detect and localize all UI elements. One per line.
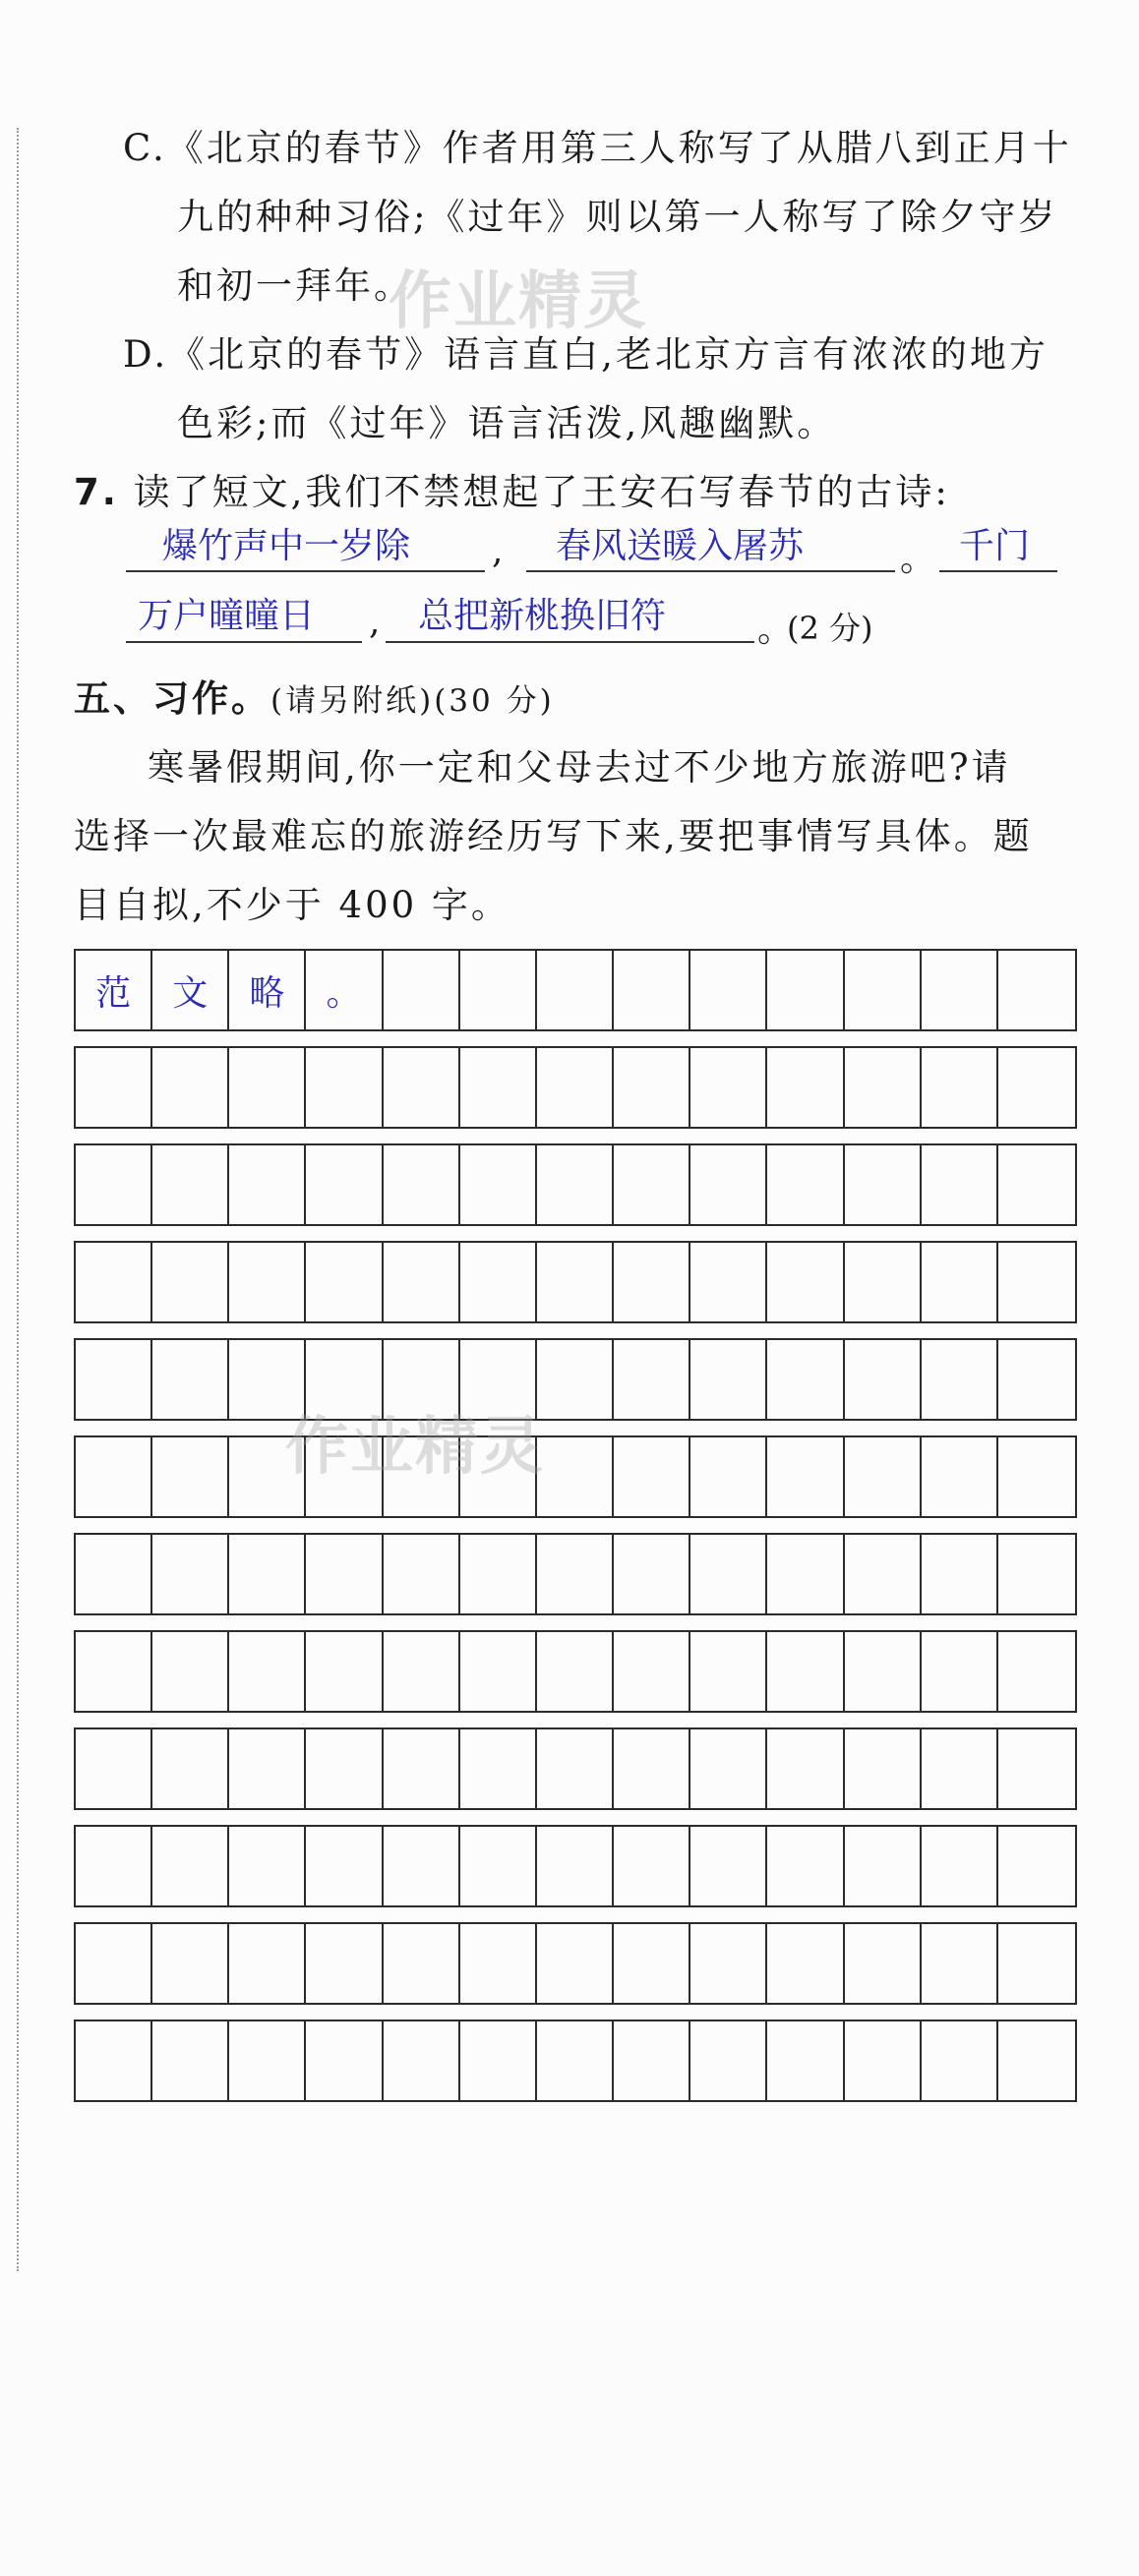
option-c-line-1: C.《北京的春节》作者用第三人称写了从腊八到正月十 [123,127,1072,169]
grid-cell[interactable] [922,1243,998,1321]
grid-cell[interactable] [76,2021,152,2100]
grid-cell[interactable] [998,1243,1075,1321]
grid-cell[interactable] [537,2021,614,2100]
section-5-heading-line [74,669,555,722]
grid-cell[interactable] [460,1827,537,1905]
grid-cell[interactable] [690,1632,767,1711]
grid-cell[interactable] [998,1535,1075,1613]
grid-cell[interactable] [306,1535,383,1613]
grid-cell[interactable] [537,1243,614,1321]
grid-cell[interactable] [537,951,614,1029]
grid-cell[interactable] [306,1827,383,1905]
grid-cell[interactable] [537,1048,614,1127]
essay-prompt-line-3: 目自拟,不少于 400 字。 [74,884,510,926]
grid-cell[interactable] [152,1632,229,1711]
grid-cell[interactable] [614,1924,690,2003]
answer-3: 千门 [959,526,1031,566]
grid-cell[interactable] [767,1340,844,1419]
grid-cell[interactable] [922,1340,998,1419]
grid-cell[interactable] [537,1632,614,1711]
grid-row [74,1727,1077,1810]
grid-cell[interactable] [460,951,537,1029]
grid-cell[interactable] [229,1632,306,1711]
grid-cell[interactable] [537,1729,614,1808]
grid-cell[interactable] [922,1535,998,1613]
grid-cell[interactable] [767,951,844,1029]
grid-cell[interactable] [460,1632,537,1711]
grid-cell[interactable] [922,1924,998,2003]
grid-cell[interactable] [229,1729,306,1808]
grid-cell[interactable] [76,1729,152,1808]
grid-cell[interactable] [306,1729,383,1808]
grid-cell[interactable] [76,1340,152,1419]
grid-cell[interactable] [998,1632,1075,1711]
grid-cell[interactable] [152,1048,229,1127]
grid-cell[interactable] [460,1535,537,1613]
grid-cell[interactable] [306,1048,383,1127]
option-d-line-2: 色彩;而《过年》语言活泼,风趣幽默。 [177,402,837,444]
grid-cell[interactable] [537,1340,614,1419]
grid-cell[interactable] [384,1243,460,1321]
grid-row [74,1143,1077,1226]
option-c-line-2: 九的种种习俗;《过年》则以第一人称写了除夕守岁 [177,196,1058,238]
grid-row [74,1338,1077,1421]
grid-cell[interactable] [998,1827,1075,1905]
grid-cell[interactable] [998,1924,1075,2003]
grid-cell[interactable] [845,1535,922,1613]
grid-cell[interactable] [767,1437,844,1516]
grid-cell[interactable] [998,2021,1075,2100]
question-prompt: 读了短文,我们不禁想起了王安石写春节的古诗: [133,471,950,513]
grid-row [74,1825,1077,1907]
grid-cell[interactable] [845,1632,922,1711]
grid-row [74,1241,1077,1323]
grid-cell[interactable] [922,1437,998,1516]
grid-cell[interactable] [998,1048,1075,1127]
grid-cell[interactable] [460,1243,537,1321]
grid-cell[interactable] [537,1437,614,1516]
grid-cell[interactable] [152,1340,229,1419]
grid-cell[interactable] [76,1048,152,1127]
grid-cell[interactable] [922,1048,998,1127]
answer-2: 春风送暖入屠苏 [556,526,805,566]
grid-cell[interactable] [614,1145,690,1224]
grid-cell[interactable] [845,1729,922,1808]
grid-cell[interactable] [229,1827,306,1905]
grid-cell[interactable] [845,1827,922,1905]
grid-cell[interactable] [152,1827,229,1905]
grid-cell[interactable] [845,1243,922,1321]
grid-cell[interactable] [767,1535,844,1613]
grid-row [74,1922,1077,2005]
grid-cell[interactable] [76,1535,152,1613]
grid-cell[interactable] [537,1827,614,1905]
grid-cell[interactable] [922,2021,998,2100]
grid-cell[interactable]: 文 [152,951,229,1029]
grid-cell[interactable] [152,1535,229,1613]
grid-cell[interactable] [152,1729,229,1808]
grid-cell[interactable] [306,1243,383,1321]
grid-cell[interactable] [922,1145,998,1224]
grid-cell[interactable] [845,1924,922,2003]
grid-cell[interactable] [690,2021,767,2100]
grid-cell[interactable] [614,1827,690,1905]
grid-cell[interactable] [384,1048,460,1127]
grid-cell[interactable] [690,1243,767,1321]
grid-cell[interactable] [306,1632,383,1711]
grid-cell[interactable] [614,1243,690,1321]
grid-cell[interactable] [384,1535,460,1613]
grid-cell[interactable] [460,1729,537,1808]
grid-cell[interactable] [690,1048,767,1127]
essay-prompt-line-2: 选择一次最难忘的旅游经历写下来,要把事情写具体。题 [74,815,1033,857]
section-heading: 五、习作。 [74,677,270,720]
period-2: 。 [757,610,794,650]
answer-4: 万户曈曈日 [138,596,316,636]
grid-cell[interactable] [152,1145,229,1224]
grid-cell[interactable] [384,2021,460,2100]
grid-cell[interactable] [998,1729,1075,1808]
grid-cell[interactable] [922,1827,998,1905]
section-note: (请另附纸)(30 分) [270,683,555,719]
answer-1: 爆竹声中一岁除 [162,526,411,566]
grid-cell[interactable] [767,1924,844,2003]
grid-cell[interactable] [845,951,922,1029]
grid-cell[interactable] [690,1827,767,1905]
question-number: 7. [74,471,119,513]
grid-row [74,1630,1077,1713]
watermark-top: 作业精灵 [389,265,648,338]
grid-cell[interactable] [537,1924,614,2003]
grid-cell[interactable] [229,1924,306,2003]
grid-cell[interactable] [229,1048,306,1127]
grid-cell[interactable] [537,1145,614,1224]
grid-cell[interactable] [384,1924,460,2003]
grid-cell[interactable] [460,2021,537,2100]
grid-cell[interactable] [614,1437,690,1516]
grid-cell[interactable] [690,1340,767,1419]
grid-cell[interactable] [229,1535,306,1613]
grid-cell[interactable] [384,1827,460,1905]
grid-cell[interactable]: 。 [306,951,383,1029]
grid-cell[interactable] [690,1535,767,1613]
comma-1: , [492,531,504,571]
grid-cell[interactable] [229,1145,306,1224]
grid-cell[interactable] [306,2021,383,2100]
grid-cell[interactable] [614,1632,690,1711]
grid-cell[interactable] [845,1145,922,1224]
grid-cell[interactable] [384,951,460,1029]
grid-cell[interactable] [998,1145,1075,1224]
essay-writing-grid[interactable] [74,949,1077,2117]
question-7-line [74,462,950,515]
grid-cell[interactable] [614,951,690,1029]
grid-cell[interactable] [690,1437,767,1516]
grid-cell[interactable] [152,1243,229,1321]
grid-cell[interactable] [690,951,767,1029]
period-1: 。 [900,539,936,579]
grid-cell[interactable] [614,2021,690,2100]
grid-row [74,2020,1077,2102]
grid-cell[interactable] [767,1243,844,1321]
grid-cell[interactable] [998,951,1075,1029]
grid-cell[interactable] [614,1048,690,1127]
grid-cell[interactable] [384,1729,460,1808]
score-q7: (2 分) [787,610,873,647]
grid-row [74,949,1077,1031]
grid-cell[interactable] [384,1145,460,1224]
grid-row [74,1046,1077,1129]
grid-cell[interactable] [76,1243,152,1321]
grid-cell[interactable] [767,1729,844,1808]
watermark-middle: 作业精灵 [285,1411,545,1484]
grid-cell[interactable] [76,1827,152,1905]
grid-cell[interactable] [460,1145,537,1224]
grid-cell[interactable] [767,1827,844,1905]
option-c-line-3: 和初一拜年。 [177,264,413,307]
grid-cell[interactable] [537,1535,614,1613]
grid-cell[interactable] [76,1437,152,1516]
grid-cell[interactable] [614,1729,690,1808]
grid-cell[interactable] [767,1632,844,1711]
grid-cell[interactable] [76,1924,152,2003]
grid-cell[interactable] [922,951,998,1029]
grid-cell[interactable] [998,1437,1075,1516]
essay-prompt-line-1: 寒暑假期间,你一定和父母去过不少地方旅游吧?请 [148,746,1011,789]
grid-cell[interactable] [76,1145,152,1224]
grid-cell[interactable]: 略 [229,951,306,1029]
answer-5: 总把新桃换旧符 [418,596,667,636]
grid-cell[interactable] [922,1729,998,1808]
grid-cell[interactable] [229,1243,306,1321]
grid-cell[interactable] [767,1048,844,1127]
binding-margin [17,128,19,2271]
grid-cell[interactable] [460,1048,537,1127]
grid-cell[interactable] [152,1924,229,2003]
grid-cell[interactable] [690,1145,767,1224]
grid-cell[interactable] [922,1632,998,1711]
comma-2: , [369,602,381,642]
option-d-line-1: D.《北京的春节》语言直白,老北京方言有浓浓的地方 [123,333,1049,376]
grid-cell[interactable] [614,1535,690,1613]
grid-cell[interactable] [690,1729,767,1808]
grid-cell[interactable] [306,1924,383,2003]
grid-cell[interactable] [845,1437,922,1516]
grid-cell[interactable]: 范 [76,951,152,1029]
grid-cell[interactable] [76,1632,152,1711]
grid-cell[interactable] [767,2021,844,2100]
grid-row [74,1435,1077,1518]
grid-cell[interactable] [998,1340,1075,1419]
grid-cell[interactable] [845,1048,922,1127]
grid-cell[interactable] [229,2021,306,2100]
grid-cell[interactable] [384,1632,460,1711]
grid-cell[interactable] [614,1340,690,1419]
grid-cell[interactable] [306,1145,383,1224]
grid-cell[interactable] [152,2021,229,2100]
grid-cell[interactable] [690,1924,767,2003]
grid-cell[interactable] [845,2021,922,2100]
grid-cell[interactable] [152,1437,229,1516]
grid-cell[interactable] [845,1340,922,1419]
grid-cell[interactable] [460,1924,537,2003]
grid-row [74,1533,1077,1615]
grid-cell[interactable] [767,1145,844,1224]
